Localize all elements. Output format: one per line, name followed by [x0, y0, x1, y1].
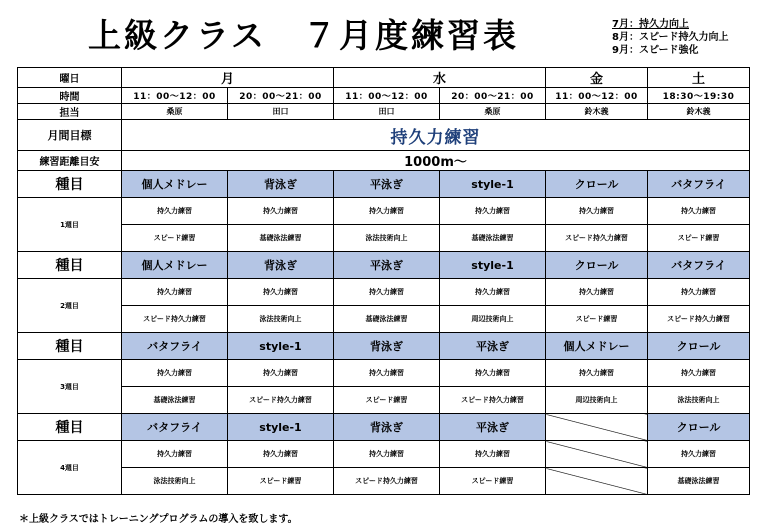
- content-cell: 基礎泳法練習: [440, 225, 546, 252]
- distance-value: 1000m～: [122, 151, 750, 171]
- type-cell: 背泳ぎ: [334, 414, 440, 441]
- type-cell: 個人メドレー: [122, 252, 228, 279]
- content-cell: 持久力練習: [546, 198, 648, 225]
- type-cell: 背泳ぎ: [334, 333, 440, 360]
- week-label: 1週目: [18, 198, 122, 252]
- schedule-table: [17, 67, 750, 495]
- type-cell: 個人メドレー: [546, 333, 648, 360]
- content-cell: 持久力練習: [228, 279, 334, 306]
- type-cell: style-1: [440, 252, 546, 279]
- content-row: [18, 279, 750, 306]
- content-cell: 持久力練習: [122, 279, 228, 306]
- type-cell: バタフライ: [648, 252, 750, 279]
- content-row: [18, 468, 750, 495]
- content-cell: 周辺技術向上: [546, 387, 648, 414]
- content-cell: 持久力練習: [440, 279, 546, 306]
- content-cell: スピード練習: [228, 468, 334, 495]
- content-cell: 持久力練習: [122, 198, 228, 225]
- content-row: [18, 441, 750, 468]
- content-cell: 持久力練習: [228, 360, 334, 387]
- time-cell: 20：00～21：00: [440, 88, 546, 104]
- type-cell: 平泳ぎ: [440, 333, 546, 360]
- monthly-goal: 持久力練習: [122, 120, 750, 151]
- day-friday: 金: [546, 68, 648, 88]
- monthly-themes: [612, 18, 729, 57]
- content-cell: スピード持久力練習: [334, 468, 440, 495]
- content-cell: 基礎泳法練習: [122, 387, 228, 414]
- content-cell: 持久力練習: [228, 441, 334, 468]
- content-cell: 持久力練習: [122, 441, 228, 468]
- content-row: [18, 225, 750, 252]
- content-cell: スピード持久力練習: [648, 306, 750, 333]
- content-cell: 持久力練習: [440, 198, 546, 225]
- week-label: 3週目: [18, 360, 122, 414]
- type-label: 種目: [18, 333, 122, 360]
- time-cell: 20：00～21：00: [228, 88, 334, 104]
- content-cell: 基礎泳法練習: [648, 468, 750, 495]
- time-cell: 18:30～19:30: [648, 88, 750, 104]
- content-cell: 持久力練習: [546, 360, 648, 387]
- type-label: 種目: [18, 171, 122, 198]
- content-cell: 泳法技術向上: [122, 468, 228, 495]
- content-cell: スピード持久力練習: [440, 387, 546, 414]
- type-cell: クロール: [546, 252, 648, 279]
- theme-september: 9月：スピード強化: [612, 45, 699, 56]
- type-row: [18, 252, 750, 279]
- coach-cell: 田口: [228, 104, 334, 120]
- footnote: ＊上級クラスではトレーニングプログラムの導入を致します。: [19, 514, 298, 525]
- content-cell: 持久力練習: [440, 441, 546, 468]
- type-cell: 平泳ぎ: [440, 414, 546, 441]
- type-cell: クロール: [648, 414, 750, 441]
- coach-cell: 桑原: [440, 104, 546, 120]
- time-cell: 11：00～12：00: [546, 88, 648, 104]
- content-row: [18, 387, 750, 414]
- type-cell: クロール: [648, 333, 750, 360]
- content-cell: 持久力練習: [334, 198, 440, 225]
- content-cell: 泳法技術向上: [334, 225, 440, 252]
- type-cell: style-1: [228, 333, 334, 360]
- type-cell: クロール: [546, 171, 648, 198]
- content-cell: 基礎泳法練習: [334, 306, 440, 333]
- type-row: [18, 171, 750, 198]
- goal-row: [18, 120, 750, 151]
- day-monday: 月: [122, 68, 334, 88]
- day-saturday: 土: [648, 68, 750, 88]
- content-cell: 泳法技術向上: [648, 387, 750, 414]
- goal-label: 月間目標: [18, 120, 122, 151]
- type-cell: 平泳ぎ: [334, 252, 440, 279]
- day-label: 曜日: [18, 68, 122, 88]
- day-row: [18, 68, 750, 88]
- time-cell: 11：00～12：00: [122, 88, 228, 104]
- content-cell: スピード練習: [440, 468, 546, 495]
- content-cell: 周辺技術向上: [440, 306, 546, 333]
- empty-cell: [546, 468, 648, 495]
- week-label: 2週目: [18, 279, 122, 333]
- coach-label: 担当: [18, 104, 122, 120]
- type-cell: バタフライ: [122, 333, 228, 360]
- distance-label: 練習距離目安: [18, 151, 122, 171]
- content-cell: 持久力練習: [122, 360, 228, 387]
- time-label: 時間: [18, 88, 122, 104]
- content-cell: 持久力練習: [648, 360, 750, 387]
- empty-cell: [546, 414, 648, 441]
- content-cell: 持久力練習: [334, 279, 440, 306]
- type-cell: 背泳ぎ: [228, 252, 334, 279]
- type-row: [18, 414, 750, 441]
- page-title: 上級クラス ７月度練習表: [88, 16, 520, 55]
- day-wednesday: 水: [334, 68, 546, 88]
- coach-cell: 鈴木義: [546, 104, 648, 120]
- time-cell: 11：00～12：00: [334, 88, 440, 104]
- content-cell: 持久力練習: [648, 441, 750, 468]
- week-label: 4週目: [18, 441, 122, 495]
- theme-july: 7月：持久力向上: [612, 19, 689, 30]
- type-cell: 平泳ぎ: [334, 171, 440, 198]
- content-cell: 持久力練習: [546, 279, 648, 306]
- content-cell: スピード持久力練習: [122, 306, 228, 333]
- coach-cell: 鈴木義: [648, 104, 750, 120]
- theme-august: 8月：スピード持久力向上: [612, 32, 729, 43]
- coach-row: [18, 104, 750, 120]
- content-cell: 持久力練習: [334, 441, 440, 468]
- content-cell: 持久力練習: [648, 198, 750, 225]
- distance-row: [18, 151, 750, 171]
- content-cell: スピード練習: [122, 225, 228, 252]
- time-row: [18, 88, 750, 104]
- type-cell: 個人メドレー: [122, 171, 228, 198]
- content-row: [18, 198, 750, 225]
- type-cell: 背泳ぎ: [228, 171, 334, 198]
- content-cell: 持久力練習: [440, 360, 546, 387]
- empty-cell: [546, 441, 648, 468]
- content-cell: スピード練習: [648, 225, 750, 252]
- content-cell: 持久力練習: [334, 360, 440, 387]
- content-cell: スピード練習: [546, 306, 648, 333]
- type-label: 種目: [18, 414, 122, 441]
- content-cell: 持久力練習: [228, 198, 334, 225]
- content-cell: スピード持久力練習: [546, 225, 648, 252]
- coach-cell: 桑原: [122, 104, 228, 120]
- type-cell: style-1: [440, 171, 546, 198]
- content-cell: 持久力練習: [648, 279, 750, 306]
- type-row: [18, 333, 750, 360]
- type-cell: style-1: [228, 414, 334, 441]
- content-cell: スピード練習: [334, 387, 440, 414]
- content-cell: 泳法技術向上: [228, 306, 334, 333]
- type-label: 種目: [18, 252, 122, 279]
- type-cell: バタフライ: [648, 171, 750, 198]
- content-row: [18, 360, 750, 387]
- type-cell: バタフライ: [122, 414, 228, 441]
- content-cell: スピード持久力練習: [228, 387, 334, 414]
- content-cell: 基礎泳法練習: [228, 225, 334, 252]
- content-row: [18, 306, 750, 333]
- coach-cell: 田口: [334, 104, 440, 120]
